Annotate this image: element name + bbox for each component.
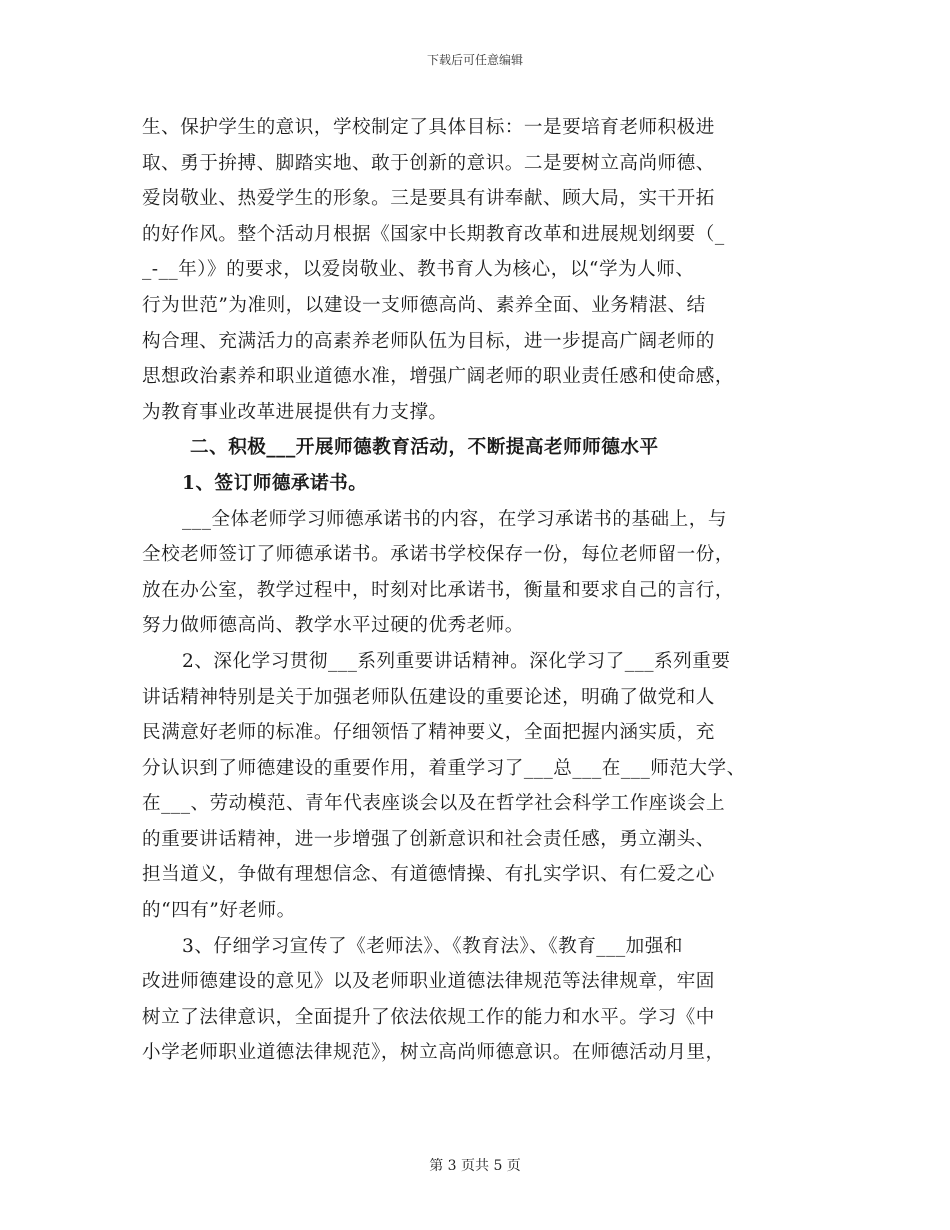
text-line: 的“四有”好老师。 xyxy=(142,900,296,922)
text-line: 的好作风。整个活动月根据《国家中长期教育改革和进展规划纲要（_ xyxy=(142,223,725,245)
text-line: 努力做师德高尚、教学水平过硬的优秀老师。 xyxy=(142,615,524,637)
text-line: 生、保护学生的意识，学校制定了具体目标：一是要培育老师积极进 xyxy=(142,117,715,138)
page-footer: 第 3 页共 5 页 xyxy=(429,1158,521,1174)
text-line: 树立了法律意识，全面提升了依法依规工作的能力和水平。学习《中 xyxy=(142,1006,715,1028)
text-line: 为教育事业改革进展提供有力支撑。 xyxy=(142,401,448,423)
document-body xyxy=(142,110,817,1071)
page-header: 下载后可任意编辑 xyxy=(426,53,523,67)
text-line: 2、深化学习贯彻___系列重要讲话精神。深化学习了___系列重要 xyxy=(182,650,731,672)
text-line: ___全体老师学习师德承诺书的内容，在学习承诺书的基础上，与 xyxy=(182,508,727,530)
text-line: 爱岗敬业、热爱学生的形象。三是要具有讲奉献、顾大局，实干开拓 xyxy=(142,188,715,210)
text-line: 1、签订师德承诺书。 xyxy=(182,472,368,494)
text-line: 改进师德建设的意见》以及老师职业道德法律规范等法律规章，牢固 xyxy=(142,971,715,993)
text-line: 在___、劳动模范、青年代表座谈会以及在哲学社会科学工作座谈会上 xyxy=(142,793,726,815)
text-line: 行为世范”为准则，以建设一支师德高尚、素养全面、业务精湛、结 xyxy=(142,294,706,316)
text-line: 小学老师职业道德法律规范》，树立高尚师德意识。在师德活动月里， xyxy=(142,1042,725,1064)
text-line: 民满意好老师的标准。仔细领悟了精神要义，全面把握内涵实质，充 xyxy=(142,722,715,744)
text-line: _-__年）》的要求，以爱岗敬业、教书育人为核心，以“学为人师、 xyxy=(142,259,695,281)
text-line: 担当道义，争做有理想信念、有道德情操、有扎实学识、有仁爱之心 xyxy=(142,864,715,886)
text-line: 取、勇于拚搏、脚踏实地、敢于创新的意识。二是要树立高尚师德、 xyxy=(142,152,715,174)
text-line: 分认识到了师德建设的重要作用，着重学习了___总___在___师范大学、 xyxy=(142,757,746,779)
text-line: 二、积极___开展师德教育活动，不断提高老师师德水平 xyxy=(190,437,659,459)
text-line: 放在办公室，教学过程中，时刻对比承诺书，衡量和要求自己的言行， xyxy=(142,579,734,601)
text-line: 构合理、充满活力的高素养老师队伍为目标，进一步提高广阔老师的 xyxy=(142,330,715,352)
text-line: 3、仔细学习宣传了《老师法》、《教育法》、《教育___加强和 xyxy=(182,935,683,957)
text-line: 讲话精神特别是关于加强老师队伍建设的重要论述，明确了做党和人 xyxy=(142,686,715,708)
text-line: 思想政治素养和职业道德水准，增强广阔老师的职业责任感和使命感， xyxy=(142,366,734,388)
text-line: 全校老师签订了师德承诺书。承诺书学校保存一份，每位老师留一份， xyxy=(142,544,734,566)
text-line: 的重要讲话精神，进一步增强了创新意识和社会责任感，勇立潮头、 xyxy=(142,828,715,850)
